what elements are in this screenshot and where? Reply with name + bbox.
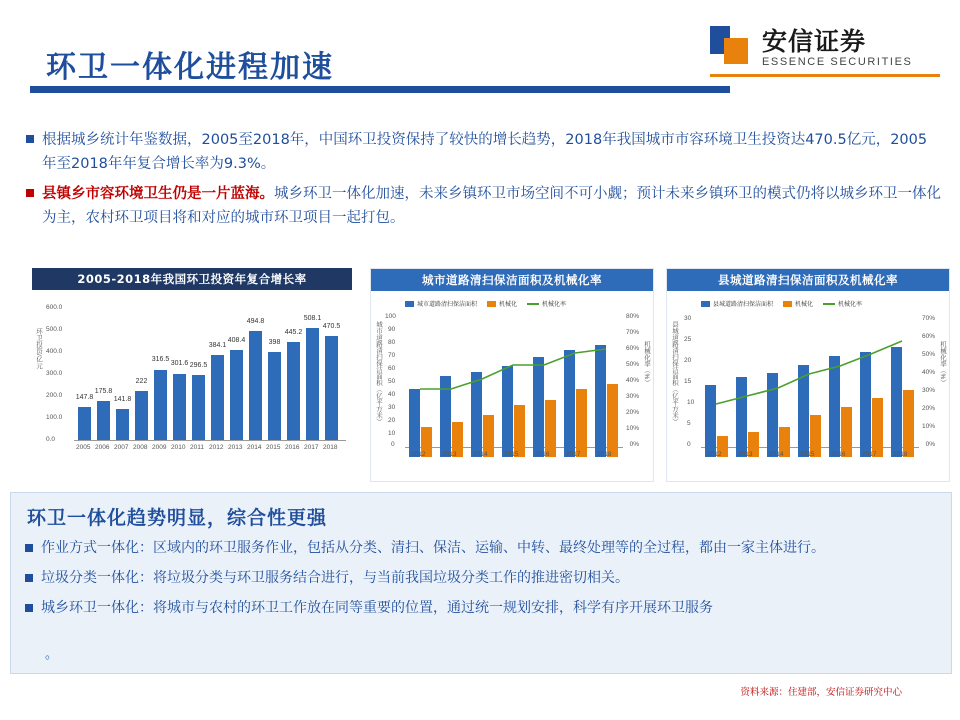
x-tick: 2008 <box>133 444 148 451</box>
logo-english-name: ESSENCE SECURITIES <box>762 56 913 68</box>
y-tick-right: 60% <box>625 345 639 352</box>
x-tick: 2016 <box>285 444 300 451</box>
x-tick: 2018 <box>597 451 612 458</box>
bar <box>230 350 243 440</box>
chart-plot <box>32 290 352 480</box>
summary-tail: 。 <box>45 646 59 661</box>
charts-area <box>18 268 948 483</box>
bar <box>116 409 129 440</box>
chart-city-road-cleaning <box>370 268 654 482</box>
y-tick-right: 30% <box>921 387 935 394</box>
summary-item-text: 作业方式一体化：区域内的环卫服务作业，包括从分类、清扫、保洁、运输、中转、最终处理等的全过程，都由一家主体进行。 <box>41 540 825 556</box>
y-tick-left: 90 <box>388 326 396 333</box>
y-tick: 400.0 <box>46 348 63 355</box>
y-tick: 600.0 <box>46 304 63 311</box>
y-tick-left: 80 <box>388 339 396 346</box>
x-tick: 2015 <box>800 451 815 458</box>
bullet-rest: 城乡环卫一体化加速，未来乡镇环卫市场空间不可小觑；预计未来乡镇环卫的模式仍将以城乡环卫一体化为主，农村环卫项目将和对应的城市环卫项目一起打包。 <box>42 186 941 226</box>
x-tick: 2015 <box>266 444 281 451</box>
summary-item <box>25 597 937 620</box>
title-underline-bar <box>30 86 730 93</box>
bullet-marker-icon <box>26 135 34 143</box>
summary-title: 环卫一体化趋势明显，综合性更强 <box>27 507 328 529</box>
bar <box>306 328 319 440</box>
legend-label: 城市道路清扫保洁面积 <box>417 302 478 308</box>
x-tick: 2018 <box>323 444 338 451</box>
x-tick: 2013 <box>228 444 243 451</box>
x-tick: 2010 <box>171 444 186 451</box>
x-tick: 2017 <box>862 451 877 458</box>
y-axis-label: 环卫投资/亿元 <box>35 328 42 369</box>
data-label: 445.2 <box>284 329 303 336</box>
x-tick: 2006 <box>95 444 110 451</box>
legend-label: 机械化率 <box>838 302 863 308</box>
x-tick: 2016 <box>831 451 846 458</box>
y-tick-left: 20 <box>388 417 396 424</box>
x-tick: 2011 <box>190 444 204 451</box>
y-tick-right: 0% <box>925 441 935 448</box>
x-tick: 2016 <box>535 451 550 458</box>
logo-divider <box>710 74 940 77</box>
y-tick-right: 10% <box>921 423 935 430</box>
data-label: 508.1 <box>303 315 322 322</box>
summary-item <box>25 537 937 560</box>
y-axis-label-right: 机械化率（%） <box>939 341 946 386</box>
x-tick: 2012 <box>209 444 224 451</box>
y-tick-right: 20% <box>625 409 639 416</box>
y-tick-right: 40% <box>921 369 935 376</box>
y-tick-left: 70 <box>388 352 396 359</box>
data-label: 147.8 <box>75 394 94 401</box>
y-tick-left: 0 <box>391 441 395 448</box>
chart-title: 2005-2018年我国环卫投资年复合增长率 <box>32 268 352 290</box>
bullet-marker-icon <box>26 189 34 197</box>
y-tick-left: 25 <box>684 336 692 343</box>
bullet-item <box>26 128 941 176</box>
y-tick: 200.0 <box>46 392 63 399</box>
x-tick: 2005 <box>76 444 91 451</box>
y-tick: 0.0 <box>46 436 56 443</box>
y-tick-left: 10 <box>388 430 396 437</box>
logo-mark-icon <box>710 26 750 66</box>
y-tick-right: 70% <box>625 329 639 336</box>
y-tick-left: 30 <box>684 315 692 322</box>
bullet-marker-icon <box>25 604 33 612</box>
y-tick-right: 70% <box>921 315 935 322</box>
chart-plot <box>667 291 949 481</box>
y-tick-right: 80% <box>625 313 639 320</box>
data-label: 398 <box>268 339 281 346</box>
y-tick-left: 15 <box>684 378 692 385</box>
bar <box>268 352 281 440</box>
data-label: 222 <box>135 378 148 385</box>
company-logo <box>710 22 940 80</box>
y-tick-right: 20% <box>921 405 935 412</box>
x-tick: 2014 <box>473 451 488 458</box>
bar <box>325 336 338 440</box>
summary-box <box>10 492 952 674</box>
x-tick: 2009 <box>152 444 167 451</box>
bar <box>249 331 262 440</box>
y-tick-right: 30% <box>625 393 639 400</box>
summary-item-text: 垃圾分类一体化：将垃圾分类与环卫服务结合进行，与当前我国垃圾分类工作的推进密切相关。 <box>41 570 629 586</box>
chart-county-road-cleaning <box>666 268 950 482</box>
chart-title: 县城道路清扫保洁面积及机械化率 <box>667 269 949 291</box>
x-tick: 2012 <box>707 451 722 458</box>
chart-investment-cagr <box>32 268 352 480</box>
y-tick-left: 0 <box>687 441 691 448</box>
y-tick-right: 0% <box>629 441 639 448</box>
y-tick-left: 10 <box>687 399 695 406</box>
y-axis-label-left: 县城道路清扫保洁面积（亿平方米） <box>671 321 678 425</box>
data-label: 301.6 <box>170 360 189 367</box>
summary-item-text: 城乡环卫一体化：将城市与农村的环卫工作放在同等重要的位置，通过统一规划安排，科学有序开展环卫服务 <box>41 600 713 616</box>
y-axis-label-left: 城市道路清扫保洁面积（亿平方米） <box>375 321 382 425</box>
y-tick-right: 60% <box>921 333 935 340</box>
bar <box>97 401 110 440</box>
data-label: 175.8 <box>94 388 113 395</box>
bullet-text: 根据城乡统计年鉴数据，2005至2018年，中国环卫投资保持了较快的增长趋势，2018年我国城市市容环境卫生投资达470.5亿元，2005年至2018年年复合增长率为9.3%。 <box>42 132 928 172</box>
bullet-highlight: 县镇乡市容环境卫生仍是一片蓝海。 <box>42 186 274 202</box>
x-tick: 2013 <box>738 451 753 458</box>
y-tick-left: 20 <box>684 357 692 364</box>
x-tick: 2015 <box>504 451 519 458</box>
bullet-item <box>26 182 941 230</box>
y-tick-right: 50% <box>921 351 935 358</box>
x-tick: 2012 <box>411 451 426 458</box>
x-tick: 2014 <box>247 444 262 451</box>
y-tick-right: 40% <box>625 377 639 384</box>
data-label: 384.1 <box>208 342 227 349</box>
y-tick-right: 50% <box>625 361 639 368</box>
data-label: 141.8 <box>113 396 132 403</box>
y-tick: 300.0 <box>46 370 63 377</box>
data-label: 408.4 <box>227 337 246 344</box>
y-tick: 100.0 <box>46 414 63 421</box>
y-tick-left: 40 <box>388 391 396 398</box>
chart-title: 城市道路清扫保洁面积及机械化率 <box>371 269 653 291</box>
y-tick: 500.0 <box>46 326 63 333</box>
bullet-list <box>26 128 941 236</box>
chart-plot <box>371 291 653 481</box>
x-tick: 2018 <box>893 451 908 458</box>
page-title: 环卫一体化进程加速 <box>46 50 334 85</box>
y-tick-left: 5 <box>687 420 691 427</box>
legend-label: 机械化 <box>795 302 814 308</box>
data-label: 494.8 <box>246 318 265 325</box>
bullet-text <box>42 182 941 230</box>
source-note: 资料来源：住建部，安信证券研究中心 <box>740 687 902 698</box>
slide-header <box>0 0 960 100</box>
data-label: 296.5 <box>189 362 208 369</box>
y-tick-left: 30 <box>388 404 396 411</box>
summary-list <box>25 537 937 627</box>
y-tick-right: 10% <box>625 425 639 432</box>
bar <box>192 375 205 440</box>
legend-label: 机械化率 <box>542 302 567 308</box>
bar <box>287 342 300 440</box>
data-label: 316.5 <box>151 356 170 363</box>
x-tick: 2017 <box>304 444 319 451</box>
y-tick-left: 100 <box>385 313 396 320</box>
x-tick: 2007 <box>114 444 129 451</box>
bar <box>173 374 186 440</box>
x-tick: 2013 <box>442 451 457 458</box>
y-tick-left: 60 <box>388 365 396 372</box>
legend-label: 县城道路清扫保洁面积 <box>713 302 774 308</box>
y-tick-left: 50 <box>388 378 396 385</box>
logo-chinese-name: 安信证券 <box>762 27 867 56</box>
bullet-marker-icon <box>25 544 33 552</box>
bullet-marker-icon <box>25 574 33 582</box>
data-label: 470.5 <box>322 323 341 330</box>
x-tick: 2014 <box>769 451 784 458</box>
summary-item <box>25 567 937 590</box>
bar <box>78 407 91 440</box>
legend-label: 机械化 <box>499 302 518 308</box>
y-axis-label-right: 机械化率（%） <box>643 341 650 386</box>
x-tick: 2017 <box>566 451 581 458</box>
